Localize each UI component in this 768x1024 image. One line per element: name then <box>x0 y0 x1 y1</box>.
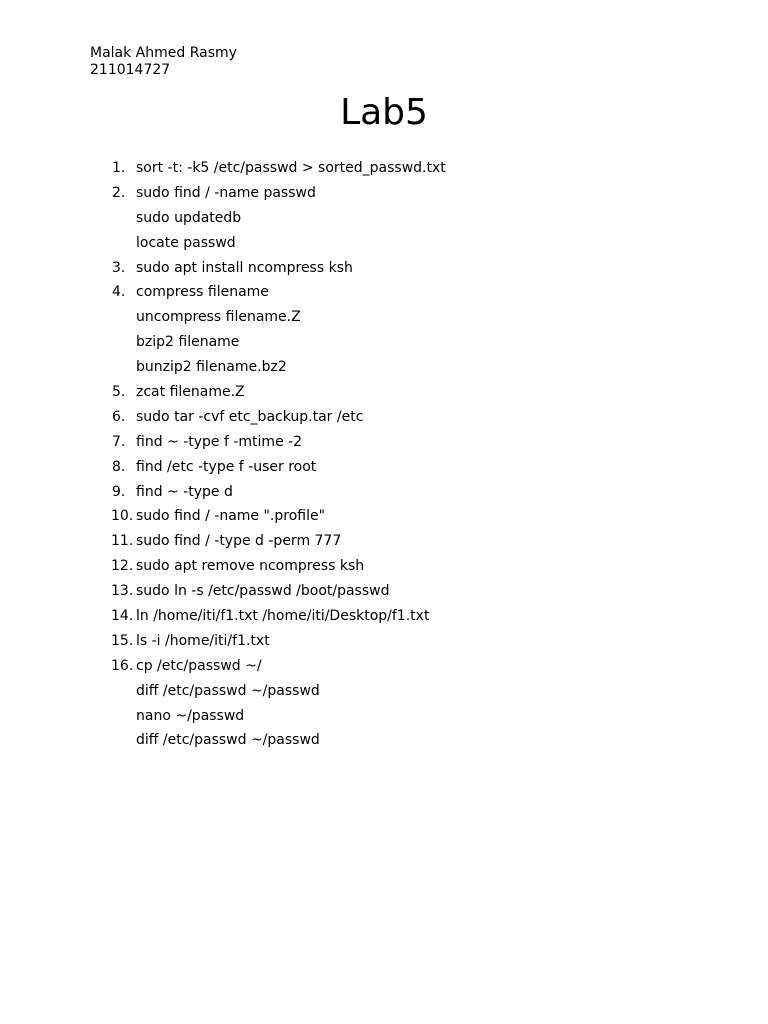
list-item <box>0 629 768 654</box>
list-item-command: sudo find / -name passwd <box>136 184 316 201</box>
list-item-command: uncompress filename.Z <box>136 309 301 326</box>
list-item <box>0 654 768 679</box>
list-item <box>0 430 768 455</box>
list-item <box>0 504 768 529</box>
list-item <box>0 181 768 206</box>
list-item-number: 2. <box>112 184 126 201</box>
list-item <box>0 604 768 629</box>
list-item <box>0 455 768 480</box>
list-item-command: sudo apt install ncompress ksh <box>136 259 353 276</box>
page-title: Lab5 <box>340 92 428 133</box>
list-item <box>0 728 768 753</box>
list-item <box>0 305 768 330</box>
list-item-number: 3. <box>112 259 126 276</box>
list-item <box>0 579 768 604</box>
author-block <box>90 45 237 79</box>
command-list <box>0 156 768 753</box>
list-item <box>0 256 768 281</box>
list-item-command: nano ~/passwd <box>136 707 245 724</box>
list-item-command: sudo ln -s /etc/passwd /boot/passwd <box>136 583 390 600</box>
list-item-number: 4. <box>112 284 126 301</box>
list-item-command: bzip2 filename <box>136 334 240 351</box>
list-item-number: 13. <box>111 583 134 600</box>
author-name: Malak Ahmed Rasmy <box>90 45 237 61</box>
list-item-number: 8. <box>112 458 126 475</box>
list-item-number: 12. <box>111 558 134 575</box>
list-item <box>0 704 768 729</box>
list-item-number: 7. <box>112 433 126 450</box>
list-item <box>0 554 768 579</box>
list-item <box>0 480 768 505</box>
list-item-command: sort -t: -k5 /etc/passwd > sorted_passwd.txt <box>136 160 446 176</box>
list-item-command: sudo find / -type d -perm 777 <box>136 533 342 550</box>
list-item <box>0 529 768 554</box>
list-item-number: 15. <box>111 632 134 649</box>
list-item-command: bunzip2 filename.bz2 <box>136 359 287 376</box>
list-item-number: 10. <box>111 508 134 525</box>
list-item-number: 5. <box>112 384 126 401</box>
list-item-command: ln /home/iti/f1.txt /home/iti/Desktop/f1.txt <box>136 608 430 625</box>
list-item-command: find ~ -type d <box>136 483 233 500</box>
list-item-command: find /etc -type f -user root <box>136 458 317 475</box>
list-item <box>0 380 768 405</box>
list-item <box>0 280 768 305</box>
list-item-command: locate passwd <box>136 234 236 251</box>
list-item-command: diff /etc/passwd ~/passwd <box>136 732 320 749</box>
list-item-command: zcat filename.Z <box>136 384 245 401</box>
list-item-number: 11. <box>111 533 134 550</box>
list-item-command: find ~ -type f -mtime -2 <box>136 433 303 450</box>
list-item-command: sudo find / -name ".profile" <box>136 508 326 525</box>
list-item-command: cp /etc/passwd ~/ <box>136 657 262 674</box>
list-item <box>0 405 768 430</box>
list-item-number: 9. <box>112 483 126 500</box>
list-item <box>0 679 768 704</box>
list-item <box>0 355 768 380</box>
list-item-command: sudo updatedb <box>136 209 242 226</box>
list-item <box>0 156 768 181</box>
list-item-number: 6. <box>112 408 126 425</box>
list-item <box>0 330 768 355</box>
list-item-command: ls -i /home/iti/f1.txt <box>136 632 270 649</box>
list-item-number: 1. <box>112 160 126 176</box>
list-item-command: sudo tar -cvf etc_backup.tar /etc <box>136 408 364 425</box>
list-item-number: 14. <box>111 608 134 625</box>
list-item-command: sudo apt remove ncompress ksh <box>136 558 365 575</box>
list-item-command: diff /etc/passwd ~/passwd <box>136 682 320 699</box>
list-item-command: compress filename <box>136 284 269 301</box>
list-item <box>0 206 768 231</box>
student-id: 211014727 <box>90 62 171 78</box>
list-item <box>0 231 768 256</box>
list-item-number: 16. <box>111 657 134 674</box>
